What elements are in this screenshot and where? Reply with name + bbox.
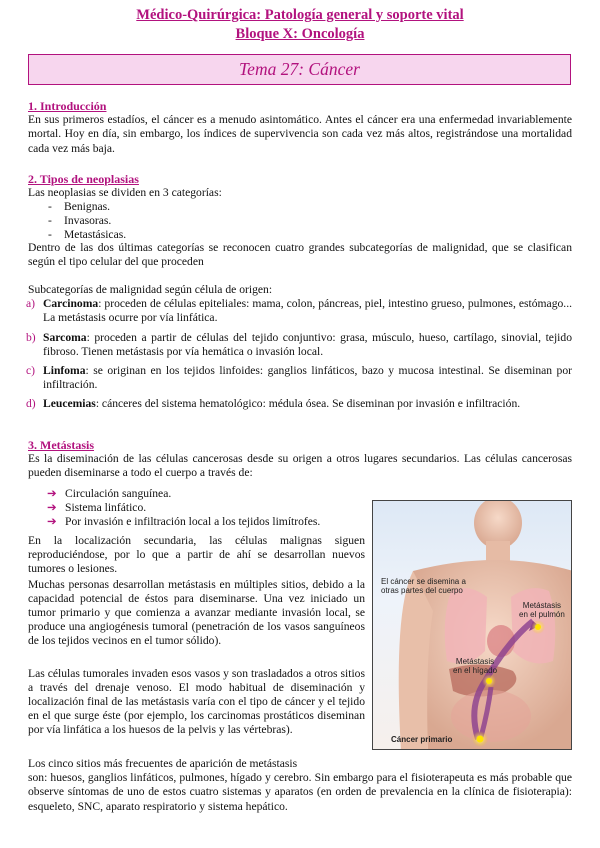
list-marker: c) [26, 364, 36, 377]
block-title: Bloque X: Oncología [235, 26, 365, 42]
metastasis-paragraph-3: Las células tumorales invaden esos vasos y son trasladados a otros sitios a través del drenaje venoso. El modo habitual de diseminación y localización final de las metástasis varía con el tipo de cáncer y el tejido en el que surge éste (por ejemplo, los carcinomas prostáticos diseminan por vía linfática a los huesos de la pelvis y las vértebras). [28, 667, 365, 736]
list-item: Leucemias: cánceres del sistema hematológico: médula ósea. Se diseminan por invasión e infiltración. [43, 397, 521, 410]
metastasis-paragraph-4b: son: huesos, ganglios linfáticos, pulmones, hígado y cerebro. Sin embargo para el fisioterapeuta es más probable que observe síntomas de uno de estos cuatro sistemas y aparatos (en orden de prevalencia en la clínica de fisioterapia): esqueleto, SNC, aparato respiratorio y sistema hepático. [28, 771, 572, 813]
topic-banner [28, 54, 571, 85]
metastasis-paragraph-2: Muchas personas desarrollan metástasis en múltiples sitios, debido a la capacidad potencial de éstos para diseminarse. Una vez iniciado un tumor primario y que comienza a avanzar mediante invasión local, se produce una angiogénesis tumoral (penetración de los vasos sanguíneos de los tejidos vecinos en el tumor sólido). [28, 578, 365, 647]
list-item: ➔ Sistema linfático. [47, 501, 147, 514]
list-item: - Metastásicas. [48, 228, 127, 241]
section-2-intro: Las neoplasias se dividen en 3 categorías: [28, 186, 222, 199]
list-marker: d) [26, 397, 36, 410]
subcategory-intro: Subcategorías de malignidad según célula de origen: [28, 283, 273, 296]
section-1-heading: 1. Introducción [28, 99, 107, 113]
list-marker: b) [26, 331, 36, 344]
arrow-icon: ➔ [47, 501, 57, 514]
figure-label-spread: El cáncer se disemina a otras partes del cuerpo [381, 577, 466, 595]
list-item: Linfoma: se originan en los tejidos linfoides: ganglios linfáticos, bazo y mucosa intestinal. Se diseminan por infiltración. [43, 364, 572, 391]
list-item: Sarcoma: proceden a partir de células del tejido conjuntivo: grasa, músculo, hueso, cartílago, sinovial, tejido fibroso. Tienen metástasis por vía hemática o invasión local. [43, 331, 572, 358]
figure-label-liver: Metástasis en el hígado [453, 657, 498, 675]
list-item: ➔ Por invasión e infiltración local a los tejidos limítrofes. [47, 515, 321, 528]
section-3-heading: 3. Metástasis [28, 438, 94, 452]
body-illustration [373, 501, 572, 750]
topic-title: Tema 27: Cáncer [239, 59, 360, 79]
lung-left [445, 588, 487, 663]
metastasis-paragraph-4a: Los cinco sitios más frecuentes de aparición de metástasis [28, 757, 298, 770]
list-item: - Invasoras. [48, 214, 112, 227]
list-item: Carcinoma: proceden de células epiteliales: mama, colon, páncreas, piel, intestino grueso, pulmones, estómago... La metástasis ocurre por vía linfática. [43, 297, 572, 324]
section-2-after: Dentro de las dos últimas categorías se reconocen cuatro grandes subcategorías de malignidad, que se clasifican según el tipo celular del que proceden [28, 241, 572, 269]
figure-label-lung: Metástasis en el pulmón [519, 601, 565, 619]
arrow-icon: ➔ [47, 487, 57, 500]
section-3-intro: Es la diseminación de las células cancerosas desde su origen a otros lugares secundarios. Las células cancerosas pueden diseminarse a todo el cuerpo a través de: [28, 452, 572, 480]
course-title: Médico-Quirúrgica: Patología general y soporte vital [136, 7, 464, 23]
metastasis-illustration [372, 500, 572, 750]
list-item: - Benignas. [48, 200, 111, 213]
section-1-text: En sus primeros estadíos, el cáncer es a menudo asintomático. Antes el cáncer era una enfermedad invariablemente mortal. Hoy en día, sin embargo, los índices de supervivencia son cada vez más altos, registrándose una mortalidad cada vez más baja. [28, 113, 572, 155]
section-2-heading: 2. Tipos de neoplasias [28, 172, 139, 186]
arrow-icon: ➔ [47, 515, 57, 528]
metastasis-paragraph-1: En la localización secundaria, las células malignas siguen reproduciéndose, por lo que a partir de ahí se desarrollan nuevos tumores o lesiones. [28, 534, 365, 575]
figure-label-primary: Cáncer primario [391, 735, 453, 744]
list-marker: a) [26, 297, 36, 310]
list-item: ➔ Circulación sanguínea. [47, 487, 172, 500]
